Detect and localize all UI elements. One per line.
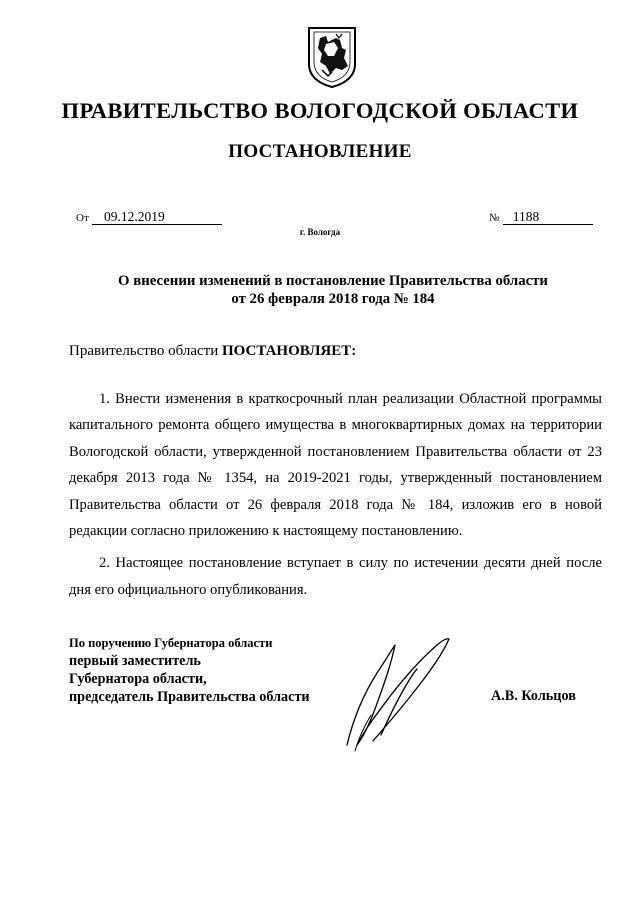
city: г. Вологда: [299, 227, 341, 237]
signer-line-1: По поручению Губернатора области: [69, 636, 273, 650]
handwritten-signature: [325, 625, 500, 760]
document-type: ПОСТАНОВЛЕНИЕ: [228, 141, 412, 162]
number-field: [489, 209, 593, 225]
subject-line-2: от 26 февраля 2018 года № 184: [231, 291, 435, 307]
signer-line-3: Губернатора области,: [69, 671, 207, 687]
date-label: От: [76, 212, 89, 224]
date-value: 09.12.2019: [92, 209, 222, 225]
signer-block: [69, 634, 310, 706]
date-field: [76, 209, 222, 225]
signer-line-4: председатель Правительства области: [69, 689, 310, 705]
preamble: [69, 343, 356, 360]
number-label: №: [489, 212, 500, 224]
subject-line-1: О внесении изменений в постановление Правительства области: [118, 273, 548, 289]
paragraph-1: 1. Внести изменения в краткосрочный план реализации Областной программы капитального ремонта общего имущества в многоквартирных домах на территории Вологодской области, утвержденной постановлением Правительства области от 23 декабря 2013 года № 1354, на 2019-2021 годы, утвержденный постановлением Правительства области от 26 февраля 2018 года № 184, изложив его в новой редакции согласно приложению к настоящему постановлению.: [69, 391, 602, 540]
document-body: [69, 386, 602, 603]
signer-line-2: первый заместитель: [69, 653, 201, 669]
number-value: 1188: [503, 209, 593, 225]
signatory-name: А.В. Кольцов: [491, 688, 576, 704]
document-subject: [70, 272, 596, 308]
preamble-emphasis: ПОСТАНОВЛЯЕТ:: [221, 343, 357, 359]
paragraph-2: 2. Настоящее постановление вступает в силу по истечении десяти дней после дня его официального опубликования.: [69, 555, 602, 598]
government-title: ПРАВИТЕЛЬСТВО ВОЛОГОДСКОЙ ОБЛАСТИ: [61, 98, 579, 123]
coat-of-arms-icon: [306, 26, 358, 88]
preamble-text: Правительство области: [69, 343, 222, 359]
